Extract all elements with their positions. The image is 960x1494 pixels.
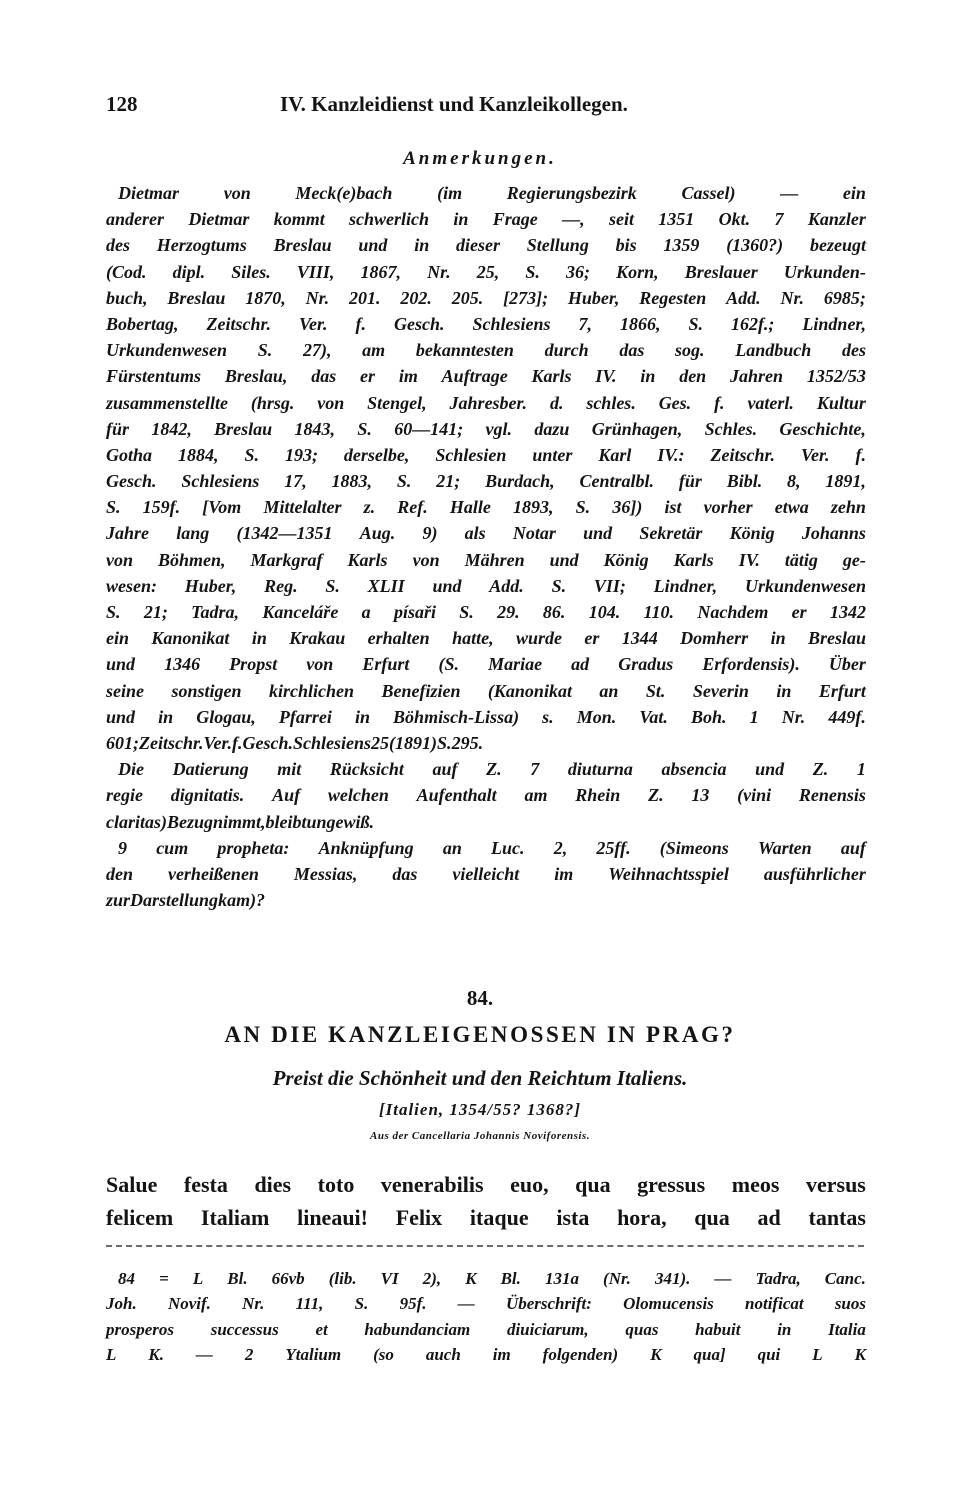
note-line: zur Darstellung kam)? [106, 890, 266, 911]
note-line: von Böhmen, Markgraf Karls von Mähren und König Karls IV. tätig ge- [106, 549, 866, 570]
page-number: 128 [106, 92, 138, 116]
letter-text-line: Salue festa dies toto venerabilis euo, qua gressus meos versus [106, 1172, 866, 1197]
note-line: Jahre lang (1342—1351 Aug. 9) als Notar und Sekretär König Johanns [106, 523, 866, 544]
apparatus-line: 84 = L Bl. 66vb (lib. VI 2), K Bl. 131a (Nr. 341). — Tadra, Canc. [118, 1269, 866, 1288]
note-line: Die Datierung mit Rücksicht auf Z. 7 diuturna absencia und Z. 1 [118, 759, 866, 780]
note-line: ein Kanonikat in Krakau erhalten hatte, wurde er 1344 Domherr in Breslau [106, 628, 866, 649]
notes-section [106, 180, 866, 913]
note-line: Dietmar von Meck(e)bach (im Regierungsbezirk Cassel) — ein [118, 183, 866, 203]
footnote-rule [106, 1245, 864, 1247]
running-head [106, 92, 864, 122]
note-line: den verheißenen Messias, das vielleicht im Weihnachtsspiel ausführlicher [106, 863, 866, 884]
note-line: und in Glogau, Pfarrei in Böhmisch-Lissa) s. Mon. Vat. Boh. 1 Nr. 449f. [106, 706, 866, 727]
note-line: 601; Zeitschr. Ver. f. Gesch. Schlesiens 25 (1891) S. 295. [106, 732, 484, 753]
note-line: wesen: Huber, Reg. S. XLII und Add. S. VII; Lindner, Urkundenwesen [106, 575, 866, 596]
note-line: des Herzogtums Breslau und in dieser Stellung bis 1359 (1360?) bezeugt [106, 235, 866, 256]
letter-number: 84. [466, 986, 494, 1010]
letter-date: [Italien, 1354/55? 1368?] [378, 1100, 582, 1119]
note-line: S. 21; Tadra, Kanceláře a písaři S. 29. 86. 104. 110. Nachdem er 1342 [106, 602, 866, 622]
note-line: Fürstentums Breslau, das er im Auftrage Karls IV. in den Jahren 1352/53 [106, 366, 866, 387]
note-line: Bobertag, Zeitschr. Ver. f. Gesch. Schlesiens 7, 1866, S. 162f.; Lindner, [106, 313, 866, 334]
letter-title: AN DIE KANZLEIGENOSSEN IN PRAG? [224, 1022, 736, 1047]
note-line: buch, Breslau 1870, Nr. 201. 202. 205. [273]; Huber, Regesten Add. Nr. 6985; [106, 287, 866, 308]
notes-heading: Anmerkungen. [403, 148, 557, 169]
running-title: IV. Kanzleidienst und Kanzleikollegen. [280, 92, 628, 116]
note-line: Gotha 1884, S. 193; derselbe, Schlesien unter Karl IV.: Zeitschr. Ver. f. [106, 444, 866, 465]
apparatus-line: prosperos successus et habundanciam diuiciarum, quas habuit in Italia [106, 1319, 866, 1339]
note-line: (Cod. dipl. Siles. VIII, 1867, Nr. 25, S. 36; Korn, Breslauer Urkunden- [106, 261, 866, 282]
note-line: seine sonstigen kirchlichen Benefizien (Kanonikat an St. Severin in Erfurt [106, 680, 866, 701]
critical-apparatus [106, 1266, 866, 1368]
letter-source: Aus der Cancellaria Johannis Noviforensis. [370, 1130, 590, 1142]
letter-text-line: felicem Italiam lineaui! Felix itaque ista hora, qua ad tantas [106, 1205, 866, 1230]
note-line: S. 159f. [Vom Mittelalter z. Ref. Halle 1893, S. 36]) ist vorher etwa zehn [106, 497, 866, 518]
note-line: und 1346 Propst von Erfurt (S. Mariae ad Gradus Erfordensis). Über [106, 654, 866, 675]
apparatus-line: Joh. Novif. Nr. 111, S. 95f. — Überschrift: Olomucensis notificat suos [106, 1294, 866, 1314]
note-line: claritas) Bezug nimmt, bleibt ungewiß. [106, 811, 375, 832]
note-line: zusammenstellte (hrsg. von Stengel, Jahresber. d. schles. Ges. f. vaterl. Kultur [106, 392, 866, 413]
note-line: Gesch. Schlesiens 17, 1883, S. 21; Burdach, Centralbl. für Bibl. 8, 1891, [106, 471, 866, 492]
letter-body [106, 1168, 866, 1234]
note-line: regie dignitatis. Auf welchen Aufenthalt am Rhein Z. 13 (vini Renensis [106, 785, 866, 806]
letter-subtitle: Preist die Schönheit und den Reichtum Italiens. [272, 1066, 688, 1090]
note-line: Urkundenwesen S. 27), am bekanntesten durch das sog. Landbuch des [106, 340, 866, 361]
note-line: anderer Dietmar kommt schwerlich in Frage —, seit 1351 Okt. 7 Kanzler [106, 209, 866, 230]
note-line: 9 cum propheta: Anknüpfung an Luc. 2, 25ff. (Simeons Warten auf [118, 837, 866, 858]
note-line: für 1842, Breslau 1843, S. 60—141; vgl. dazu Grünhagen, Schles. Geschichte, [106, 418, 866, 439]
apparatus-line: L K. — 2 Ytalium (so auch im folgenden) K qua] qui L K [106, 1345, 866, 1365]
